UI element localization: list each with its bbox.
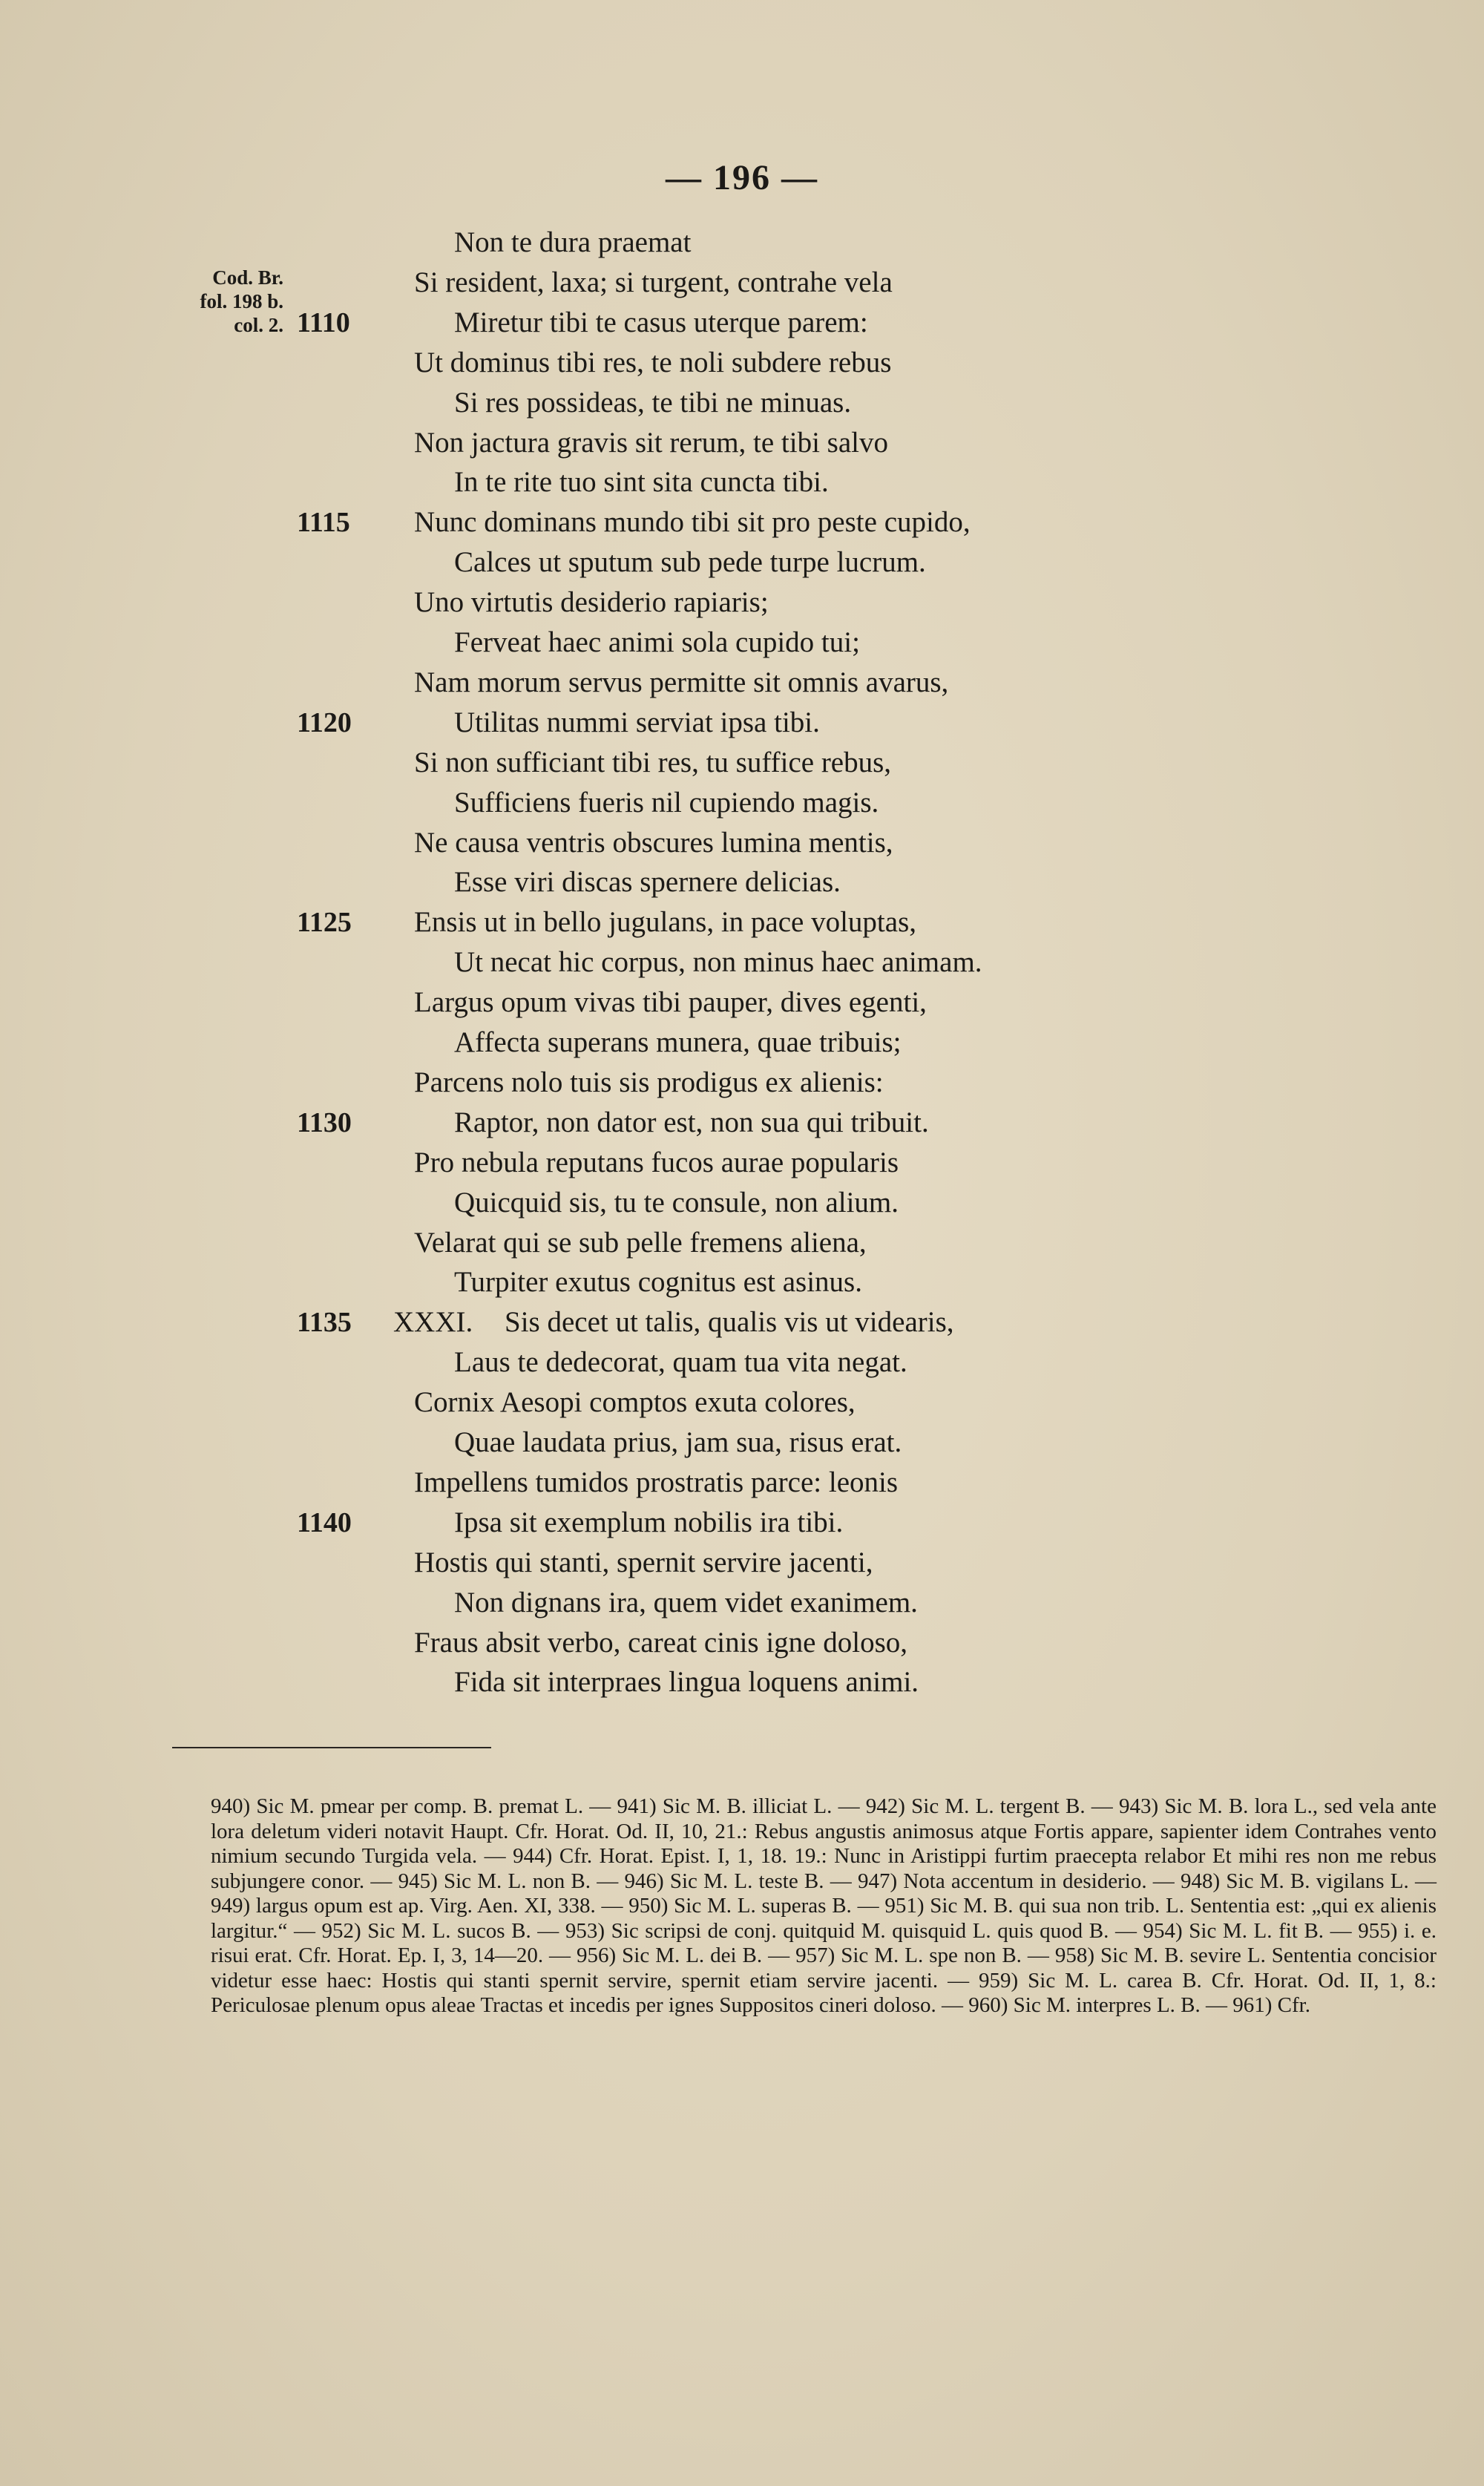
verse-line [0, 1302, 1261, 1342]
verse-line [0, 1342, 1261, 1383]
line-number: 1140 [297, 1507, 352, 1538]
footnotes: 940) Sic M. pmear per comp. B. premat L. — 941) Sic M. B. illiciat L. — 942) Sic M. L. tergent B. — 943) Sic M. B. lora L., sed vela ante lora deletum videri notavit Haupt. Cfr. Horat. Od. II, 10, 21.: Rebus angustis animosus atque Fortis appare, sapienter idem Contrahes vento nimium secundo Turgida vela. — 944) Cfr. Horat. Epist. I, 1, 18. 19.: Nunc in Aristippi furtim praecepta relabor Et mihi res non me rebus subjungere conor. — 945) Sic M. L. non B. — 946) Sic M. L. teste B. — 947) Nota accentum in desiderio. — 948) Sic M. B. vigilans L. — 949) largus opum est ap. Virg. Aen. XI, 338. — 950) Sic M. L. superas B. — 951) Sic M. B. qui sua non trib. L. Sententia est: „qui ex alienis largitur.“ — 952) Sic M. L. sucos B. — 953) Sic scripsi de conj. quitquid M. quisquid L. quis quod B. — 954) Sic M. L. fit B. — 955) i. e. risui erat. Cfr. Horat. Ep. I, 3, 14—20. — 956) Sic M. L. dei B. — 957) Sic M. L. spe non B. — 958) Sic M. B. sevire L. Sententia concisior videtur esse haec: Hostis qui stanti spernit servire, spernit etiam servire jacenti. — 959) Sic M. L. carea B. Cfr. Horat. Od. II, 1, 8.: Periculosae plenum opus aleae Tractas et incedis per ignes Suppositos cineri doloso. — 960) Sic M. interpres L. B. — 961) Cfr. [211, 1794, 1437, 2017]
verse-line [0, 223, 1261, 263]
footnote-divider [172, 1747, 491, 1748]
verse-text: Si res possideas, te tibi ne minuas. [454, 387, 852, 419]
verse-line [0, 502, 1261, 542]
verse-text: Turpiter exutus cognitus est asinus. [454, 1266, 862, 1298]
verse-text: Ut necat hic corpus, non minus haec animam. [454, 946, 982, 978]
verse-line [0, 1503, 1261, 1543]
verse-line [0, 542, 1261, 583]
verse-text: Fida sit interpraes lingua loquens animi. [454, 1666, 919, 1698]
verse-text: Si non sufficiant tibi res, tu suffice rebus, [414, 747, 892, 778]
verse-line [0, 623, 1261, 663]
verse-text: Quae laudata prius, jam sua, risus erat. [454, 1426, 902, 1458]
verse-line [0, 743, 1261, 783]
verse-text: Parcens nolo tuis sis prodigus ex alienis: [414, 1066, 884, 1098]
margin-note-line: col. 2. [234, 314, 283, 336]
verse-text: In te rite tuo sint sita cuncta tibi. [454, 466, 829, 498]
line-number: 1120 [297, 707, 352, 738]
verse-line [0, 462, 1261, 502]
verse-line [0, 1623, 1261, 1663]
verse-text: Ensis ut in bello jugulans, in pace voluptas, [414, 906, 916, 938]
verse-text: Quicquid sis, tu te consule, non alium. [454, 1187, 899, 1219]
verse-line [0, 263, 1261, 303]
verse-text: Nunc dominans mundo tibi sit pro peste cupido, [414, 506, 971, 538]
verse-text: Raptor, non dator est, non sua qui tribuit. [454, 1106, 929, 1138]
verse-text: Fraus absit verbo, careat cinis igne doloso, [414, 1627, 907, 1659]
page-number: — 196 — [666, 158, 818, 197]
verse-text: Pro nebula reputans fucos aurae popularis [414, 1147, 899, 1178]
verse-line [0, 1262, 1261, 1302]
verse-line [0, 942, 1261, 983]
verse-text: Non dignans ira, quem videt exanimem. [454, 1587, 918, 1618]
verse-line [0, 1023, 1261, 1063]
verse-line [0, 902, 1261, 942]
line-number: 1130 [297, 1107, 352, 1138]
verse-line [0, 423, 1261, 463]
verse-line [0, 1103, 1261, 1143]
section-number: XXXI. [393, 1306, 473, 1338]
verse-text: Ut dominus tibi res, te noli subdere rebus [414, 347, 892, 378]
line-number: 1115 [297, 507, 350, 538]
verse-text: Ipsa sit exemplum nobilis ira tibi. [454, 1506, 844, 1538]
verse-line [0, 1143, 1261, 1183]
verse-line [0, 383, 1261, 423]
verse-text: Utilitas nummi serviat ipsa tibi. [454, 706, 820, 738]
verse-text: Ferveat haec animi sola cupido tui; [454, 626, 860, 658]
verse-line [0, 1543, 1261, 1583]
verse-text: Velarat qui se sub pelle fremens aliena, [414, 1227, 867, 1259]
margin-note-line: Cod. Br. [212, 266, 283, 289]
verse-text: Nam morum servus permitte sit omnis avarus, [414, 666, 949, 698]
verse-line [0, 703, 1261, 743]
verse-line [0, 1183, 1261, 1223]
verse-text: Affecta superans munera, quae tribuis; [454, 1026, 902, 1058]
verse-text: Laus te dedecorat, quam tua vita negat. [454, 1346, 907, 1378]
verse-text: Non jactura gravis sit rerum, te tibi salvo [414, 427, 889, 459]
verse-text: Sufficiens fueris nil cupiendo magis. [454, 787, 879, 819]
margin-note-line: fol. 198 b. [200, 290, 283, 312]
verse-text: Hostis qui stanti, spernit servire jacenti, [414, 1547, 873, 1578]
verse-line [0, 303, 1261, 343]
verse-line [0, 1463, 1261, 1503]
verse-text: Uno virtutis desiderio rapiaris; [414, 586, 769, 618]
verse-line [0, 583, 1261, 623]
verse-line [0, 1423, 1261, 1463]
verse-text: Miretur tibi te casus uterque parem: [454, 306, 868, 338]
verse-line [0, 1583, 1261, 1623]
verse-line [0, 783, 1261, 823]
verse-text: Largus opum vivas tibi pauper, dives egenti, [414, 986, 927, 1018]
verse-text: Ne causa ventris obscures lumina mentis, [414, 827, 893, 859]
line-number: 1135 [297, 1307, 352, 1338]
verse-text: Cornix Aesopi comptos exuta colores, [414, 1386, 856, 1418]
verse-line [0, 343, 1261, 383]
verse-text: Impellens tumidos prostratis parce: leonis [414, 1466, 899, 1498]
verse-line [0, 823, 1261, 863]
verse-line [0, 1383, 1261, 1423]
line-number: 1125 [297, 907, 352, 938]
verse-text: Calces ut sputum sub pede turpe lucrum. [454, 546, 926, 578]
verse-text: Non te dura praemat [454, 226, 692, 258]
verse-line [0, 862, 1261, 902]
line-number: 1110 [297, 307, 350, 338]
verse-line [0, 663, 1261, 703]
verse-line [0, 983, 1261, 1023]
verse-line [0, 1662, 1261, 1702]
verse-text: Sis decet ut talis, qualis vis ut videaris, [505, 1306, 954, 1338]
verse-text: Si resident, laxa; si turgent, contrahe vela [414, 266, 893, 298]
verse-text: Esse viri discas spernere delicias. [454, 866, 841, 898]
verse-line [0, 1063, 1261, 1103]
verse-line [0, 1223, 1261, 1263]
